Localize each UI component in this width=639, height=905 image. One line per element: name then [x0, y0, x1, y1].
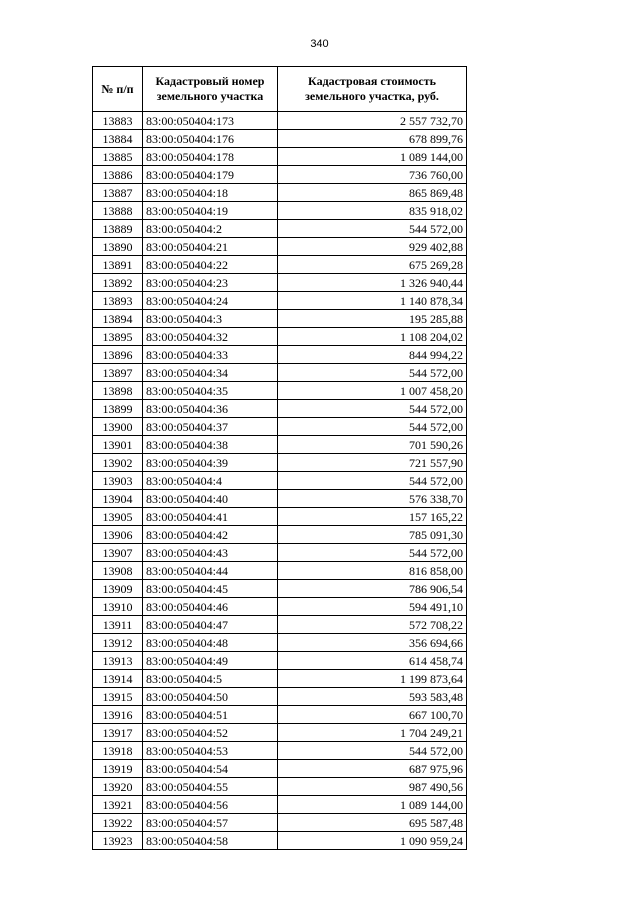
cadastral-value-cell: 544 572,00 — [278, 472, 467, 490]
cadastral-value-cell: 544 572,00 — [278, 220, 467, 238]
table-row — [93, 148, 467, 166]
cadastral-number-cell: 83:00:050404:3 — [143, 310, 278, 328]
cadastral-value-cell: 929 402,88 — [278, 238, 467, 256]
cadastral-number-cell: 83:00:050404:34 — [143, 364, 278, 382]
table-row — [93, 778, 467, 796]
table-body — [93, 112, 467, 850]
row-number-cell: 13922 — [93, 814, 143, 832]
row-number-cell: 13904 — [93, 490, 143, 508]
row-number-cell: 13888 — [93, 202, 143, 220]
cadastral-value-cell: 1 704 249,21 — [278, 724, 467, 742]
cadastral-number-cell: 83:00:050404:49 — [143, 652, 278, 670]
row-number-cell: 13915 — [93, 688, 143, 706]
row-number-cell: 13885 — [93, 148, 143, 166]
row-number-cell: 13886 — [93, 166, 143, 184]
cadastral-value-cell: 572 708,22 — [278, 616, 467, 634]
row-number-cell: 13893 — [93, 292, 143, 310]
cadastral-number-cell: 83:00:050404:57 — [143, 814, 278, 832]
cadastral-value-cell: 721 557,90 — [278, 454, 467, 472]
cadastral-value-cell: 695 587,48 — [278, 814, 467, 832]
cadastral-value-cell: 835 918,02 — [278, 202, 467, 220]
table-row — [93, 220, 467, 238]
row-number-cell: 13903 — [93, 472, 143, 490]
cadastral-number-cell: 83:00:050404:39 — [143, 454, 278, 472]
page-number: 340 — [310, 38, 329, 50]
header-cadastral-value: Кадастровая стоимость земельного участка, руб. — [278, 67, 467, 112]
row-number-cell: 13910 — [93, 598, 143, 616]
table-row — [93, 346, 467, 364]
table-row — [93, 256, 467, 274]
cadastral-number-cell: 83:00:050404:58 — [143, 832, 278, 850]
table-row — [93, 616, 467, 634]
table-row — [93, 634, 467, 652]
cadastral-value-cell: 736 760,00 — [278, 166, 467, 184]
table-row — [93, 562, 467, 580]
cadastral-number-cell: 83:00:050404:21 — [143, 238, 278, 256]
row-number-cell: 13921 — [93, 796, 143, 814]
cadastral-number-cell: 83:00:050404:42 — [143, 526, 278, 544]
row-number-cell: 13907 — [93, 544, 143, 562]
header-cadastral-number: Кадастровый номер земельного участка — [143, 67, 278, 112]
row-number-cell: 13896 — [93, 346, 143, 364]
cadastral-number-cell: 83:00:050404:48 — [143, 634, 278, 652]
cadastral-value-cell: 576 338,70 — [278, 490, 467, 508]
row-number-cell: 13890 — [93, 238, 143, 256]
table-row — [93, 274, 467, 292]
cadastral-value-cell: 687 975,96 — [278, 760, 467, 778]
cadastral-number-cell: 83:00:050404:44 — [143, 562, 278, 580]
cadastral-value-cell: 1 007 458,20 — [278, 382, 467, 400]
row-number-cell: 13883 — [93, 112, 143, 130]
cadastral-value-cell: 786 906,54 — [278, 580, 467, 598]
table-row — [93, 454, 467, 472]
cadastral-value-cell: 544 572,00 — [278, 418, 467, 436]
cadastral-number-cell: 83:00:050404:19 — [143, 202, 278, 220]
row-number-cell: 13917 — [93, 724, 143, 742]
cadastral-value-cell: 675 269,28 — [278, 256, 467, 274]
table-row — [93, 310, 467, 328]
table-row — [93, 544, 467, 562]
cadastral-value-cell: 667 100,70 — [278, 706, 467, 724]
row-number-cell: 13916 — [93, 706, 143, 724]
cadastral-number-cell: 83:00:050404:46 — [143, 598, 278, 616]
row-number-cell: 13906 — [93, 526, 143, 544]
cadastral-number-cell: 83:00:050404:52 — [143, 724, 278, 742]
cadastral-number-cell: 83:00:050404:43 — [143, 544, 278, 562]
cadastral-value-table — [92, 66, 467, 850]
table-row — [93, 742, 467, 760]
table-row — [93, 814, 467, 832]
row-number-cell: 13894 — [93, 310, 143, 328]
table-row — [93, 328, 467, 346]
cadastral-value-cell: 844 994,22 — [278, 346, 467, 364]
cadastral-value-cell: 195 285,88 — [278, 310, 467, 328]
table-row — [93, 130, 467, 148]
table-row — [93, 508, 467, 526]
table-row — [93, 184, 467, 202]
table-row — [93, 598, 467, 616]
cadastral-number-cell: 83:00:050404:36 — [143, 400, 278, 418]
cadastral-value-cell: 1 326 940,44 — [278, 274, 467, 292]
cadastral-number-cell: 83:00:050404:54 — [143, 760, 278, 778]
cadastral-number-cell: 83:00:050404:176 — [143, 130, 278, 148]
cadastral-number-cell: 83:00:050404:47 — [143, 616, 278, 634]
cadastral-number-cell: 83:00:050404:40 — [143, 490, 278, 508]
cadastral-number-cell: 83:00:050404:41 — [143, 508, 278, 526]
row-number-cell: 13913 — [93, 652, 143, 670]
cadastral-value-cell: 678 899,76 — [278, 130, 467, 148]
row-number-cell: 13884 — [93, 130, 143, 148]
cadastral-number-cell: 83:00:050404:2 — [143, 220, 278, 238]
row-number-cell: 13897 — [93, 364, 143, 382]
row-number-cell: 13918 — [93, 742, 143, 760]
table-row — [93, 688, 467, 706]
table-row — [93, 670, 467, 688]
cadastral-number-cell: 83:00:050404:37 — [143, 418, 278, 436]
table-row — [93, 166, 467, 184]
row-number-cell: 13889 — [93, 220, 143, 238]
row-number-cell: 13900 — [93, 418, 143, 436]
cadastral-number-cell: 83:00:050404:33 — [143, 346, 278, 364]
table-header — [93, 67, 467, 112]
cadastral-value-cell: 1 108 204,02 — [278, 328, 467, 346]
row-number-cell: 13899 — [93, 400, 143, 418]
row-number-cell: 13920 — [93, 778, 143, 796]
cadastral-number-cell: 83:00:050404:5 — [143, 670, 278, 688]
cadastral-number-cell: 83:00:050404:56 — [143, 796, 278, 814]
table-row — [93, 580, 467, 598]
cadastral-number-cell: 83:00:050404:51 — [143, 706, 278, 724]
cadastral-number-cell: 83:00:050404:55 — [143, 778, 278, 796]
cadastral-value-cell: 593 583,48 — [278, 688, 467, 706]
table-row — [93, 526, 467, 544]
cadastral-value-cell: 544 572,00 — [278, 400, 467, 418]
table-row — [93, 724, 467, 742]
cadastral-value-cell: 701 590,26 — [278, 436, 467, 454]
cadastral-value-cell: 544 572,00 — [278, 364, 467, 382]
table-row — [93, 796, 467, 814]
table-row — [93, 418, 467, 436]
cadastral-value-cell: 1 089 144,00 — [278, 796, 467, 814]
header-row — [93, 67, 467, 112]
row-number-cell: 13891 — [93, 256, 143, 274]
cadastral-value-cell: 865 869,48 — [278, 184, 467, 202]
cadastral-value-cell: 614 458,74 — [278, 652, 467, 670]
row-number-cell: 13887 — [93, 184, 143, 202]
table-row — [93, 292, 467, 310]
row-number-cell: 13892 — [93, 274, 143, 292]
table-row — [93, 436, 467, 454]
cadastral-value-cell: 594 491,10 — [278, 598, 467, 616]
cadastral-value-cell: 1 140 878,34 — [278, 292, 467, 310]
row-number-cell: 13909 — [93, 580, 143, 598]
table-row — [93, 202, 467, 220]
cadastral-number-cell: 83:00:050404:45 — [143, 580, 278, 598]
row-number-cell: 13895 — [93, 328, 143, 346]
cadastral-value-cell: 2 557 732,70 — [278, 112, 467, 130]
row-number-cell: 13914 — [93, 670, 143, 688]
row-number-cell: 13911 — [93, 616, 143, 634]
table-row — [93, 832, 467, 850]
row-number-cell: 13898 — [93, 382, 143, 400]
cadastral-number-cell: 83:00:050404:50 — [143, 688, 278, 706]
cadastral-value-cell: 544 572,00 — [278, 742, 467, 760]
table-row — [93, 400, 467, 418]
table-row — [93, 760, 467, 778]
cadastral-value-cell: 356 694,66 — [278, 634, 467, 652]
cadastral-number-cell: 83:00:050404:18 — [143, 184, 278, 202]
cadastral-number-cell: 83:00:050404:22 — [143, 256, 278, 274]
table-row — [93, 652, 467, 670]
cadastral-number-cell: 83:00:050404:4 — [143, 472, 278, 490]
cadastral-number-cell: 83:00:050404:53 — [143, 742, 278, 760]
cadastral-number-cell: 83:00:050404:32 — [143, 328, 278, 346]
cadastral-value-cell: 157 165,22 — [278, 508, 467, 526]
cadastral-value-cell: 1 199 873,64 — [278, 670, 467, 688]
table-row — [93, 472, 467, 490]
table-row — [93, 112, 467, 130]
cadastral-value-cell: 987 490,56 — [278, 778, 467, 796]
row-number-cell: 13912 — [93, 634, 143, 652]
table-row — [93, 364, 467, 382]
cadastral-number-cell: 83:00:050404:24 — [143, 292, 278, 310]
cadastral-number-cell: 83:00:050404:23 — [143, 274, 278, 292]
row-number-cell: 13905 — [93, 508, 143, 526]
row-number-cell: 13908 — [93, 562, 143, 580]
cadastral-number-cell: 83:00:050404:38 — [143, 436, 278, 454]
header-num: № п/п — [93, 67, 143, 112]
cadastral-number-cell: 83:00:050404:178 — [143, 148, 278, 166]
row-number-cell: 13919 — [93, 760, 143, 778]
cadastral-value-cell: 785 091,30 — [278, 526, 467, 544]
cadastral-value-cell: 544 572,00 — [278, 544, 467, 562]
row-number-cell: 13902 — [93, 454, 143, 472]
table-row — [93, 706, 467, 724]
table-row — [93, 490, 467, 508]
cadastral-number-cell: 83:00:050404:173 — [143, 112, 278, 130]
cadastral-number-cell: 83:00:050404:179 — [143, 166, 278, 184]
row-number-cell: 13901 — [93, 436, 143, 454]
cadastral-value-cell: 816 858,00 — [278, 562, 467, 580]
row-number-cell: 13923 — [93, 832, 143, 850]
cadastral-number-cell: 83:00:050404:35 — [143, 382, 278, 400]
cadastral-value-cell: 1 089 144,00 — [278, 148, 467, 166]
table-row — [93, 382, 467, 400]
table-row — [93, 238, 467, 256]
cadastral-value-cell: 1 090 959,24 — [278, 832, 467, 850]
